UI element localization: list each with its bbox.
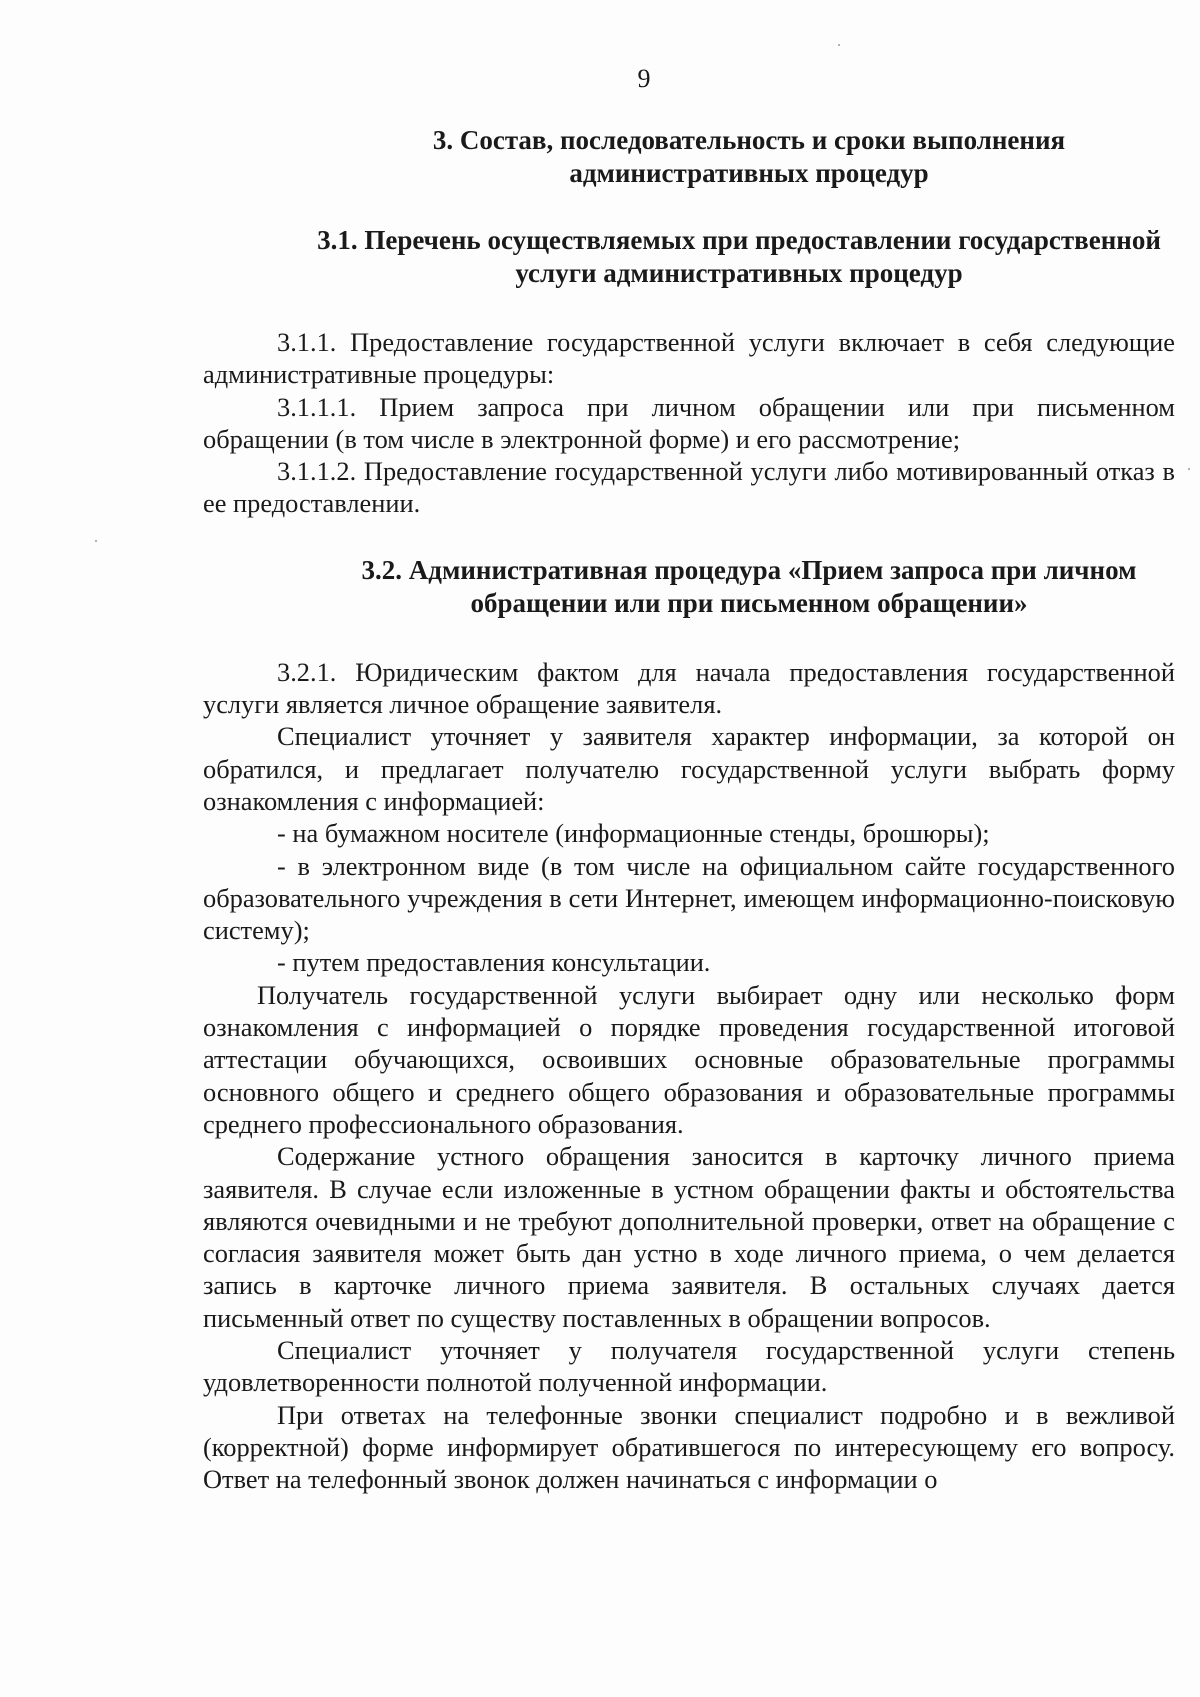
scan-speck (838, 44, 840, 46)
heading-line: административных процедур (569, 158, 929, 188)
heading-line: обращении или при письменном обращении» (470, 587, 1028, 618)
paragraph-satisfaction: Специалист уточняет у получателя государственной услуги степень удовлетворенности полнотой полученной информации. (203, 1335, 1175, 1398)
scan-speck (95, 540, 97, 542)
paragraph-specialist-clarifies: Специалист уточняет у заявителя характер информации, за которой он обратился, и предлагает получателю государственной услуги выбрать форму ознакомления с информацией: (203, 721, 1175, 816)
paragraph-3-1-1: 3.1.1. Предоставление государственной услуги включает в себя следующие административные процедуры: (203, 327, 1175, 390)
paragraph-phone-calls: При ответах на телефонные звонки специалист подробно и в вежливой (корректной) форме информирует обратившегося по интересующему его вопросу. Ответ на телефонный звонок должен начинаться с информации о (203, 1399, 1175, 1495)
page-number: 9 (637, 64, 651, 93)
paragraph-recipient-chooses: Получатель государственной услуги выбирает одну или несколько форм ознакомления с информацией о порядке проведения государственной итоговой аттестации обучающихся, освоивших основные образовательные программы основного общего и среднего общего образования и образовательные программы среднего профессионального образования. (203, 979, 1175, 1139)
document-body (203, 124, 1175, 1496)
heading-line: услуги административных процедур (515, 258, 963, 288)
heading-line: 3. Состав, последовательность и сроки выполнения (432, 125, 1066, 155)
heading-line: 3.2. Административная процедура «Прием запроса при личном (361, 554, 1137, 585)
section-3-2-heading (203, 554, 1175, 620)
paragraph-3-1-1-2: 3.1.1.2. Предоставление государственной услуги либо мотивированный отказ в ее предоставлении. (203, 456, 1175, 519)
paragraph-3-2-1: 3.2.1. Юридическим фактом для начала предоставления государственной услуги является личное обращение заявителя. (203, 656, 1175, 720)
paragraph-oral-appeal: Содержание устного обращения заносится в карточку личного приема заявителя. В случае если изложенные в устном обращении факты и обстоятельства являются очевидными и не требуют дополнительной проверки, ответ на обращение с согласия заявителя может быть дан устно в ходе личного приема, о чем делается запись в карточке личного приема заявителя. В остальных случаях дается письменный ответ по существу поставленных в обращении вопросов. (203, 1141, 1175, 1333)
section-3-heading (203, 124, 1175, 190)
list-item-consultation: - путем предоставления консультации. (277, 947, 711, 978)
list-item-paper: - на бумажном носителе (информационные стенды, брошюры); (277, 818, 990, 849)
section-3-1-heading (203, 224, 1175, 290)
paragraph-3-1-1-1: 3.1.1.1. Прием запроса при личном обращении или при письменном обращении (в том числе в электронной форме) и его рассмотрение; (203, 391, 1175, 454)
scan-speck (1188, 468, 1190, 470)
list-item-electronic: - в электронном виде (в том числе на официальном сайте государственного образовательного учреждения в сети Интернет, имеющем информационно-поисковую систему); (203, 850, 1175, 946)
heading-line: 3.1. Перечень осуществляемых при предоставлении государственной (317, 225, 1161, 255)
